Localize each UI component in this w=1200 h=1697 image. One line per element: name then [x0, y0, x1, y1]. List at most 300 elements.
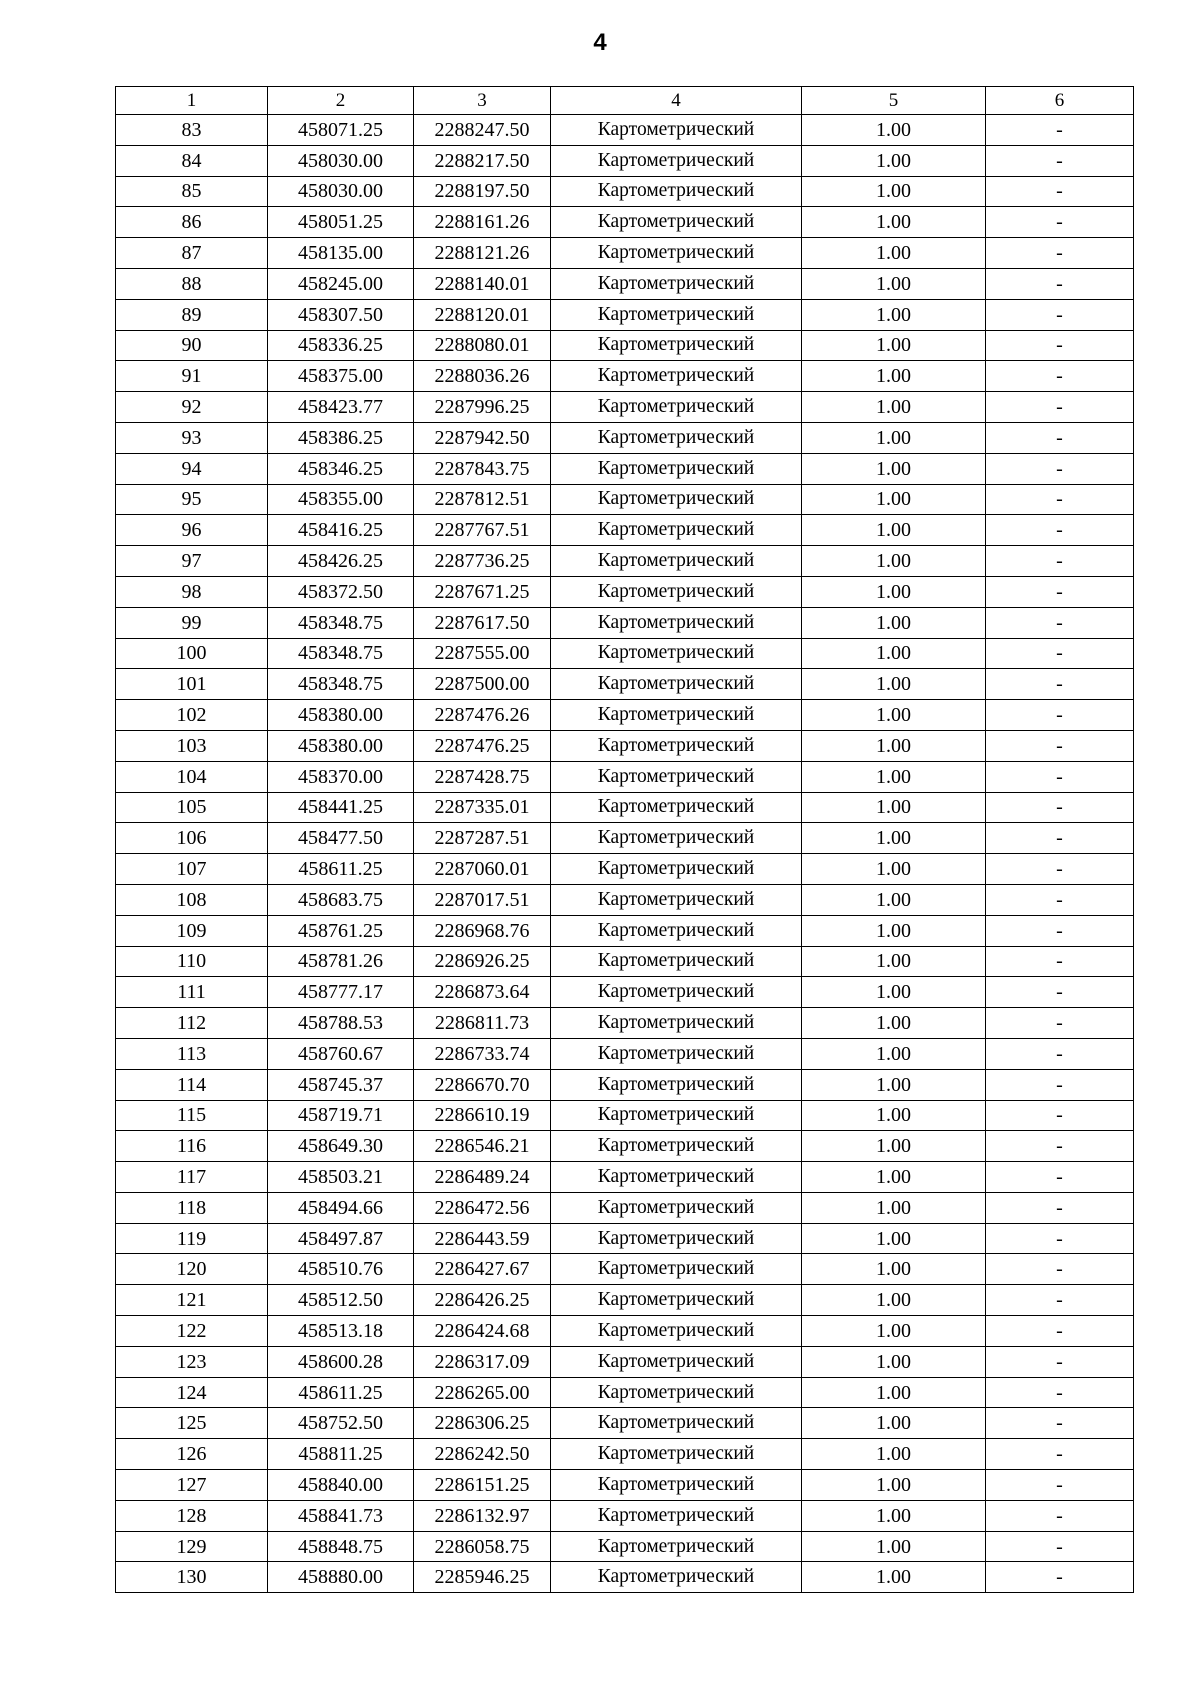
- table-row: [116, 392, 1134, 423]
- note-cell: -: [986, 1408, 1134, 1439]
- point-number-cell: 83: [116, 115, 268, 146]
- y-coordinate-cell: 2286472.56: [414, 1192, 551, 1223]
- x-coordinate-cell: 458513.18: [268, 1316, 414, 1347]
- accuracy-cell: 1.00: [802, 761, 986, 792]
- method-cell: Картометрический: [551, 1316, 802, 1347]
- x-coordinate-cell: 458848.75: [268, 1531, 414, 1562]
- table-row: [116, 176, 1134, 207]
- column-header: 6: [986, 87, 1134, 115]
- table-row: [116, 145, 1134, 176]
- y-coordinate-cell: 2287996.25: [414, 392, 551, 423]
- x-coordinate-cell: 458348.75: [268, 607, 414, 638]
- method-cell: Картометрический: [551, 1162, 802, 1193]
- x-coordinate-cell: 458777.17: [268, 977, 414, 1008]
- x-coordinate-cell: 458611.25: [268, 854, 414, 885]
- note-cell: -: [986, 1100, 1134, 1131]
- x-coordinate-cell: 458416.25: [268, 515, 414, 546]
- accuracy-cell: 1.00: [802, 915, 986, 946]
- x-coordinate-cell: 458683.75: [268, 884, 414, 915]
- table-row: [116, 268, 1134, 299]
- table-row: [116, 977, 1134, 1008]
- accuracy-cell: 1.00: [802, 946, 986, 977]
- method-cell: Картометрический: [551, 1192, 802, 1223]
- point-number-cell: 101: [116, 669, 268, 700]
- table-row: [116, 915, 1134, 946]
- y-coordinate-cell: 2286968.76: [414, 915, 551, 946]
- note-cell: -: [986, 1470, 1134, 1501]
- x-coordinate-cell: 458071.25: [268, 115, 414, 146]
- accuracy-cell: 1.00: [802, 1531, 986, 1562]
- x-coordinate-cell: 458503.21: [268, 1162, 414, 1193]
- note-cell: -: [986, 1254, 1134, 1285]
- y-coordinate-cell: 2286306.25: [414, 1408, 551, 1439]
- table-row: [116, 453, 1134, 484]
- note-cell: -: [986, 576, 1134, 607]
- table-row: [116, 1131, 1134, 1162]
- accuracy-cell: 1.00: [802, 1192, 986, 1223]
- table-row: [116, 946, 1134, 977]
- accuracy-cell: 1.00: [802, 1069, 986, 1100]
- point-number-cell: 117: [116, 1162, 268, 1193]
- method-cell: Картометрический: [551, 115, 802, 146]
- y-coordinate-cell: 2286610.19: [414, 1100, 551, 1131]
- x-coordinate-cell: 458788.53: [268, 1008, 414, 1039]
- table-row: [116, 1069, 1134, 1100]
- method-cell: Картометрический: [551, 884, 802, 915]
- method-cell: Картометрический: [551, 977, 802, 1008]
- accuracy-cell: 1.00: [802, 792, 986, 823]
- page-number: 4: [593, 29, 607, 56]
- note-cell: -: [986, 1131, 1134, 1162]
- x-coordinate-cell: 458811.25: [268, 1439, 414, 1470]
- point-number-cell: 105: [116, 792, 268, 823]
- table-row: [116, 792, 1134, 823]
- y-coordinate-cell: 2286926.25: [414, 946, 551, 977]
- table-row: [116, 761, 1134, 792]
- y-coordinate-cell: 2287500.00: [414, 669, 551, 700]
- method-cell: Картометрический: [551, 854, 802, 885]
- accuracy-cell: 1.00: [802, 1285, 986, 1316]
- accuracy-cell: 1.00: [802, 576, 986, 607]
- method-cell: Картометрический: [551, 669, 802, 700]
- note-cell: -: [986, 761, 1134, 792]
- point-number-cell: 104: [116, 761, 268, 792]
- accuracy-cell: 1.00: [802, 1346, 986, 1377]
- point-number-cell: 88: [116, 268, 268, 299]
- accuracy-cell: 1.00: [802, 1008, 986, 1039]
- point-number-cell: 92: [116, 392, 268, 423]
- x-coordinate-cell: 458426.25: [268, 546, 414, 577]
- y-coordinate-cell: 2288121.26: [414, 238, 551, 269]
- point-number-cell: 113: [116, 1038, 268, 1069]
- table-row: [116, 884, 1134, 915]
- table-row: [116, 1439, 1134, 1470]
- y-coordinate-cell: 2287812.51: [414, 484, 551, 515]
- y-coordinate-cell: 2288161.26: [414, 207, 551, 238]
- x-coordinate-cell: 458135.00: [268, 238, 414, 269]
- method-cell: Картометрический: [551, 1069, 802, 1100]
- note-cell: -: [986, 1562, 1134, 1593]
- y-coordinate-cell: 2287942.50: [414, 422, 551, 453]
- y-coordinate-cell: 2286489.24: [414, 1162, 551, 1193]
- table-row: [116, 1223, 1134, 1254]
- method-cell: Картометрический: [551, 515, 802, 546]
- x-coordinate-cell: 458423.77: [268, 392, 414, 423]
- table-row: [116, 299, 1134, 330]
- method-cell: Картометрический: [551, 638, 802, 669]
- accuracy-cell: 1.00: [802, 1131, 986, 1162]
- method-cell: Картометрический: [551, 1285, 802, 1316]
- point-number-cell: 87: [116, 238, 268, 269]
- method-cell: Картометрический: [551, 761, 802, 792]
- note-cell: -: [986, 361, 1134, 392]
- method-cell: Картометрический: [551, 1500, 802, 1531]
- method-cell: Картометрический: [551, 330, 802, 361]
- point-number-cell: 120: [116, 1254, 268, 1285]
- accuracy-cell: 1.00: [802, 361, 986, 392]
- method-cell: Картометрический: [551, 546, 802, 577]
- point-number-cell: 128: [116, 1500, 268, 1531]
- point-number-cell: 107: [116, 854, 268, 885]
- point-number-cell: 114: [116, 1069, 268, 1100]
- note-cell: -: [986, 484, 1134, 515]
- x-coordinate-cell: 458380.00: [268, 730, 414, 761]
- accuracy-cell: 1.00: [802, 730, 986, 761]
- y-coordinate-cell: 2285946.25: [414, 1562, 551, 1593]
- accuracy-cell: 1.00: [802, 1408, 986, 1439]
- method-cell: Картометрический: [551, 268, 802, 299]
- note-cell: -: [986, 422, 1134, 453]
- table-row: [116, 730, 1134, 761]
- column-header: 3: [414, 87, 551, 115]
- table-row: [116, 484, 1134, 515]
- y-coordinate-cell: 2286424.68: [414, 1316, 551, 1347]
- method-cell: Картометрический: [551, 700, 802, 731]
- point-number-cell: 116: [116, 1131, 268, 1162]
- table-row: [116, 361, 1134, 392]
- table-row: [116, 1285, 1134, 1316]
- method-cell: Картометрический: [551, 453, 802, 484]
- note-cell: -: [986, 977, 1134, 1008]
- x-coordinate-cell: 458497.87: [268, 1223, 414, 1254]
- note-cell: -: [986, 515, 1134, 546]
- note-cell: -: [986, 1192, 1134, 1223]
- accuracy-cell: 1.00: [802, 453, 986, 484]
- accuracy-cell: 1.00: [802, 700, 986, 731]
- table-row: [116, 1254, 1134, 1285]
- x-coordinate-cell: 458649.30: [268, 1131, 414, 1162]
- note-cell: -: [986, 115, 1134, 146]
- column-header: 5: [802, 87, 986, 115]
- method-cell: Картометрический: [551, 1470, 802, 1501]
- accuracy-cell: 1.00: [802, 1162, 986, 1193]
- note-cell: -: [986, 730, 1134, 761]
- method-cell: Картометрический: [551, 1100, 802, 1131]
- y-coordinate-cell: 2287476.26: [414, 700, 551, 731]
- y-coordinate-cell: 2286265.00: [414, 1377, 551, 1408]
- x-coordinate-cell: 458030.00: [268, 145, 414, 176]
- note-cell: -: [986, 453, 1134, 484]
- table-row: [116, 1162, 1134, 1193]
- method-cell: Картометрический: [551, 1439, 802, 1470]
- column-header: 1: [116, 87, 268, 115]
- x-coordinate-cell: 458372.50: [268, 576, 414, 607]
- accuracy-cell: 1.00: [802, 238, 986, 269]
- method-cell: Картометрический: [551, 823, 802, 854]
- y-coordinate-cell: 2287428.75: [414, 761, 551, 792]
- x-coordinate-cell: 458719.71: [268, 1100, 414, 1131]
- method-cell: Картометрический: [551, 607, 802, 638]
- x-coordinate-cell: 458348.75: [268, 669, 414, 700]
- point-number-cell: 112: [116, 1008, 268, 1039]
- point-number-cell: 123: [116, 1346, 268, 1377]
- table-row: [116, 1038, 1134, 1069]
- note-cell: -: [986, 669, 1134, 700]
- method-cell: Картометрический: [551, 176, 802, 207]
- x-coordinate-cell: 458245.00: [268, 268, 414, 299]
- accuracy-cell: 1.00: [802, 115, 986, 146]
- point-number-cell: 96: [116, 515, 268, 546]
- point-number-cell: 121: [116, 1285, 268, 1316]
- note-cell: -: [986, 915, 1134, 946]
- point-number-cell: 90: [116, 330, 268, 361]
- table-row: [116, 1192, 1134, 1223]
- x-coordinate-cell: 458355.00: [268, 484, 414, 515]
- accuracy-cell: 1.00: [802, 515, 986, 546]
- y-coordinate-cell: 2286670.70: [414, 1069, 551, 1100]
- point-number-cell: 95: [116, 484, 268, 515]
- note-cell: -: [986, 1316, 1134, 1347]
- note-cell: -: [986, 638, 1134, 669]
- table-header-row: [116, 87, 1134, 115]
- x-coordinate-cell: 458375.00: [268, 361, 414, 392]
- y-coordinate-cell: 2287843.75: [414, 453, 551, 484]
- note-cell: -: [986, 1346, 1134, 1377]
- note-cell: -: [986, 392, 1134, 423]
- x-coordinate-cell: 458510.76: [268, 1254, 414, 1285]
- note-cell: -: [986, 1500, 1134, 1531]
- y-coordinate-cell: 2287767.51: [414, 515, 551, 546]
- x-coordinate-cell: 458781.26: [268, 946, 414, 977]
- note-cell: -: [986, 700, 1134, 731]
- method-cell: Картометрический: [551, 299, 802, 330]
- y-coordinate-cell: 2286443.59: [414, 1223, 551, 1254]
- point-number-cell: 98: [116, 576, 268, 607]
- point-number-cell: 109: [116, 915, 268, 946]
- accuracy-cell: 1.00: [802, 207, 986, 238]
- y-coordinate-cell: 2287335.01: [414, 792, 551, 823]
- y-coordinate-cell: 2288120.01: [414, 299, 551, 330]
- note-cell: -: [986, 238, 1134, 269]
- y-coordinate-cell: 2286151.25: [414, 1470, 551, 1501]
- table-row: [116, 1316, 1134, 1347]
- x-coordinate-cell: 458761.25: [268, 915, 414, 946]
- accuracy-cell: 1.00: [802, 638, 986, 669]
- accuracy-cell: 1.00: [802, 1439, 986, 1470]
- note-cell: -: [986, 1038, 1134, 1069]
- accuracy-cell: 1.00: [802, 145, 986, 176]
- table-row: [116, 576, 1134, 607]
- method-cell: Картометрический: [551, 1562, 802, 1593]
- note-cell: -: [986, 1439, 1134, 1470]
- method-cell: Картометрический: [551, 392, 802, 423]
- coordinates-table: [115, 86, 1134, 1593]
- point-number-cell: 89: [116, 299, 268, 330]
- table-row: [116, 854, 1134, 885]
- x-coordinate-cell: 458752.50: [268, 1408, 414, 1439]
- method-cell: Картометрический: [551, 145, 802, 176]
- point-number-cell: 100: [116, 638, 268, 669]
- method-cell: Картометрический: [551, 730, 802, 761]
- y-coordinate-cell: 2286058.75: [414, 1531, 551, 1562]
- note-cell: -: [986, 946, 1134, 977]
- method-cell: Картометрический: [551, 1531, 802, 1562]
- point-number-cell: 99: [116, 607, 268, 638]
- accuracy-cell: 1.00: [802, 823, 986, 854]
- point-number-cell: 126: [116, 1439, 268, 1470]
- y-coordinate-cell: 2288197.50: [414, 176, 551, 207]
- point-number-cell: 103: [116, 730, 268, 761]
- method-cell: Картометрический: [551, 1131, 802, 1162]
- x-coordinate-cell: 458760.67: [268, 1038, 414, 1069]
- note-cell: -: [986, 1008, 1134, 1039]
- point-number-cell: 110: [116, 946, 268, 977]
- accuracy-cell: 1.00: [802, 268, 986, 299]
- method-cell: Картометрический: [551, 1008, 802, 1039]
- accuracy-cell: 1.00: [802, 330, 986, 361]
- note-cell: -: [986, 607, 1134, 638]
- method-cell: Картометрический: [551, 484, 802, 515]
- y-coordinate-cell: 2288036.26: [414, 361, 551, 392]
- x-coordinate-cell: 458600.28: [268, 1346, 414, 1377]
- y-coordinate-cell: 2287476.25: [414, 730, 551, 761]
- accuracy-cell: 1.00: [802, 669, 986, 700]
- table-row: [116, 1531, 1134, 1562]
- method-cell: Картометрический: [551, 1254, 802, 1285]
- y-coordinate-cell: 2287736.25: [414, 546, 551, 577]
- y-coordinate-cell: 2287555.00: [414, 638, 551, 669]
- accuracy-cell: 1.00: [802, 1500, 986, 1531]
- table-row: [116, 638, 1134, 669]
- table-row: [116, 1500, 1134, 1531]
- accuracy-cell: 1.00: [802, 1038, 986, 1069]
- x-coordinate-cell: 458841.73: [268, 1500, 414, 1531]
- x-coordinate-cell: 458441.25: [268, 792, 414, 823]
- y-coordinate-cell: 2286427.67: [414, 1254, 551, 1285]
- y-coordinate-cell: 2287671.25: [414, 576, 551, 607]
- x-coordinate-cell: 458512.50: [268, 1285, 414, 1316]
- note-cell: -: [986, 176, 1134, 207]
- y-coordinate-cell: 2286132.97: [414, 1500, 551, 1531]
- x-coordinate-cell: 458346.25: [268, 453, 414, 484]
- point-number-cell: 129: [116, 1531, 268, 1562]
- note-cell: -: [986, 823, 1134, 854]
- y-coordinate-cell: 2287017.51: [414, 884, 551, 915]
- point-number-cell: 93: [116, 422, 268, 453]
- table-row: [116, 1470, 1134, 1501]
- method-cell: Картометрический: [551, 1346, 802, 1377]
- method-cell: Картометрический: [551, 792, 802, 823]
- note-cell: -: [986, 792, 1134, 823]
- point-number-cell: 97: [116, 546, 268, 577]
- accuracy-cell: 1.00: [802, 546, 986, 577]
- accuracy-cell: 1.00: [802, 299, 986, 330]
- method-cell: Картометрический: [551, 1223, 802, 1254]
- table-row: [116, 238, 1134, 269]
- y-coordinate-cell: 2288080.01: [414, 330, 551, 361]
- y-coordinate-cell: 2286317.09: [414, 1346, 551, 1377]
- note-cell: -: [986, 1285, 1134, 1316]
- x-coordinate-cell: 458745.37: [268, 1069, 414, 1100]
- note-cell: -: [986, 1162, 1134, 1193]
- table-row: [116, 546, 1134, 577]
- x-coordinate-cell: 458030.00: [268, 176, 414, 207]
- method-cell: Картометрический: [551, 576, 802, 607]
- accuracy-cell: 1.00: [802, 607, 986, 638]
- point-number-cell: 111: [116, 977, 268, 1008]
- accuracy-cell: 1.00: [802, 392, 986, 423]
- point-number-cell: 91: [116, 361, 268, 392]
- accuracy-cell: 1.00: [802, 176, 986, 207]
- point-number-cell: 124: [116, 1377, 268, 1408]
- table-row: [116, 1008, 1134, 1039]
- method-cell: Картометрический: [551, 361, 802, 392]
- y-coordinate-cell: 2287060.01: [414, 854, 551, 885]
- table-row: [116, 823, 1134, 854]
- method-cell: Картометрический: [551, 1377, 802, 1408]
- x-coordinate-cell: 458494.66: [268, 1192, 414, 1223]
- table-row: [116, 669, 1134, 700]
- y-coordinate-cell: 2286873.64: [414, 977, 551, 1008]
- table-row: [116, 422, 1134, 453]
- x-coordinate-cell: 458477.50: [268, 823, 414, 854]
- method-cell: Картометрический: [551, 207, 802, 238]
- method-cell: Картометрический: [551, 238, 802, 269]
- method-cell: Картометрический: [551, 915, 802, 946]
- note-cell: -: [986, 1223, 1134, 1254]
- x-coordinate-cell: 458386.25: [268, 422, 414, 453]
- method-cell: Картометрический: [551, 422, 802, 453]
- accuracy-cell: 1.00: [802, 1254, 986, 1285]
- y-coordinate-cell: 2286426.25: [414, 1285, 551, 1316]
- table-row: [116, 515, 1134, 546]
- table-row: [116, 330, 1134, 361]
- note-cell: -: [986, 1531, 1134, 1562]
- point-number-cell: 102: [116, 700, 268, 731]
- y-coordinate-cell: 2288247.50: [414, 115, 551, 146]
- note-cell: -: [986, 884, 1134, 915]
- point-number-cell: 118: [116, 1192, 268, 1223]
- point-number-cell: 115: [116, 1100, 268, 1131]
- y-coordinate-cell: 2288140.01: [414, 268, 551, 299]
- x-coordinate-cell: 458880.00: [268, 1562, 414, 1593]
- accuracy-cell: 1.00: [802, 854, 986, 885]
- note-cell: -: [986, 854, 1134, 885]
- accuracy-cell: 1.00: [802, 977, 986, 1008]
- y-coordinate-cell: 2287617.50: [414, 607, 551, 638]
- point-number-cell: 108: [116, 884, 268, 915]
- note-cell: -: [986, 268, 1134, 299]
- point-number-cell: 125: [116, 1408, 268, 1439]
- note-cell: -: [986, 207, 1134, 238]
- table-row: [116, 115, 1134, 146]
- accuracy-cell: 1.00: [802, 1377, 986, 1408]
- point-number-cell: 119: [116, 1223, 268, 1254]
- x-coordinate-cell: 458348.75: [268, 638, 414, 669]
- note-cell: -: [986, 299, 1134, 330]
- x-coordinate-cell: 458307.50: [268, 299, 414, 330]
- accuracy-cell: 1.00: [802, 1223, 986, 1254]
